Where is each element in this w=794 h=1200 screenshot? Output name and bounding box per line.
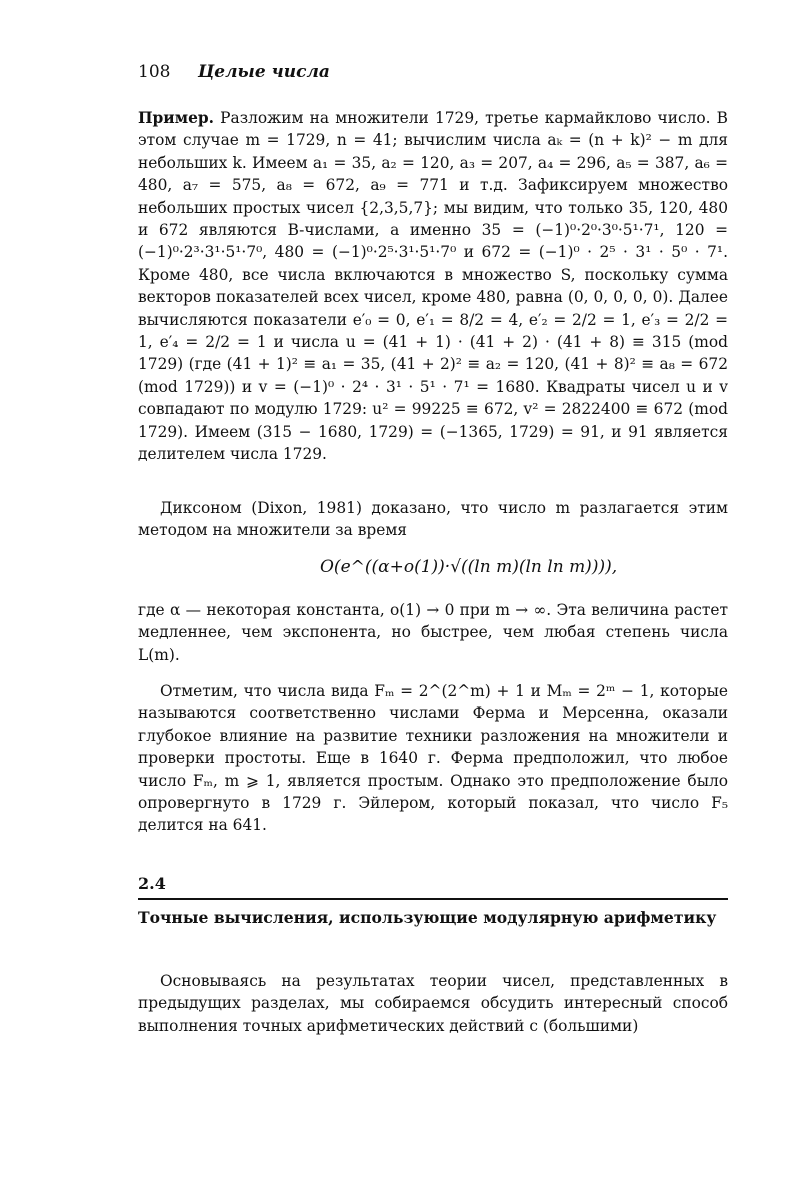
paragraph-intro-section: Основываясь на результатах теории чисел, представленных в предыдущих разделах, мы собираемся обсудить интересный способ выполнения точных арифметических действий с (большими) [138,972,728,1035]
running-header [138,62,330,82]
example-lead: Пример. [138,109,214,127]
paragraph-alpha: где α — некоторая константа, o(1) → 0 при m → ∞. Эта величина растет медленнее, чем экспонента, но быстрее, чем любая степень числа L(m). [138,601,728,664]
paragraph-fermat-mersenne: Отметим, что числа вида Fₘ = 2^(2^m) + 1 и Mₘ = 2ᵐ − 1, которые называются соответственно числами Ферма и Мерсенна, оказали глубокое влияние на развитие техники разложения на множители и проверки простоты. Еще в 1640 г. Ферма предположил, что любое число Fₘ, m ⩾ 1, является простым. Однако это предположение было опровергнуто в 1729 г. Эйлером, который показал, что число F₅ делится на 641. [138,682,728,835]
page-number: 108 [138,62,171,82]
example-text: Разложим на множители 1729, третье кармайклово число. В этом случае m = 1729, n = 41; вычислим числа aₖ = (n + k)² − m для небольших k. Имеем a₁ = 35, a₂ = 120, a₃ = 207, a₄ = 296, a₅ = 387, a₆ = 480, a₇ = 575, a₈ = 672, a₉ = 771 и т.д. Зафиксируем множество небольших простых чисел {2,3,5,7}; мы видим, что только 35, 120, 480 и 672 являются B-числами, а именно 35 = (−1)⁰·2⁰·3⁰·5¹·7¹, 120 = (−1)⁰·2³·3¹·5¹·7⁰, 480 = (−1)⁰·2⁵·3¹·5¹·7⁰ и 672 = (−1)⁰ · 2⁵ · 3¹ · 5⁰ · 7¹. Кроме 480, все числа включаются в множество S, поскольку сумма векторов показателей всех чисел, кроме 480, равна (0, 0, 0, 0, 0). Далее вычисляются показатели e′₀ = 0, e′₁ = 8/2 = 4, e′₂ = 2/2 = 1, e′₃ = 2/2 = 1, e′₄ = 2/2 = 1 и числа u = (41 + 1) · (41 + 2) · (41 + 8) ≡ 315 (mod 1729) (где (41 + 1)² ≡ a₁ = 35, (41 + 2)² ≡ a₂ = 120, (41 + 8)² ≡ a₈ = 672 (mod 1729)) и v = (−1)⁰ · 2⁴ · 3¹ · 5¹ · 7¹ = 1680. Квадраты чисел u и v совпадают по модулю 1729: u² = 99225 ≡ 672, v² = 2822400 ≡ 672 (mod 1729). Имеем (315 − 1680, 1729) = (−1365, 1729) = 91, и 91 является делителем числа 1729. [138,109,728,464]
section-number: 2.4 [138,874,166,893]
section-title: Точные вычисления, использующие модулярную арифметику [138,908,717,927]
running-title: Целые числа [197,62,330,82]
paragraph-dixon: Диксоном (Dixon, 1981) доказано, что число m разлагается этим методом на множители за время [138,499,728,540]
paragraph-example [138,107,728,466]
complexity-formula: O(e^((α+o(1))·√((ln m)(ln ln m)))), [320,557,618,577]
section-rule [138,898,728,900]
